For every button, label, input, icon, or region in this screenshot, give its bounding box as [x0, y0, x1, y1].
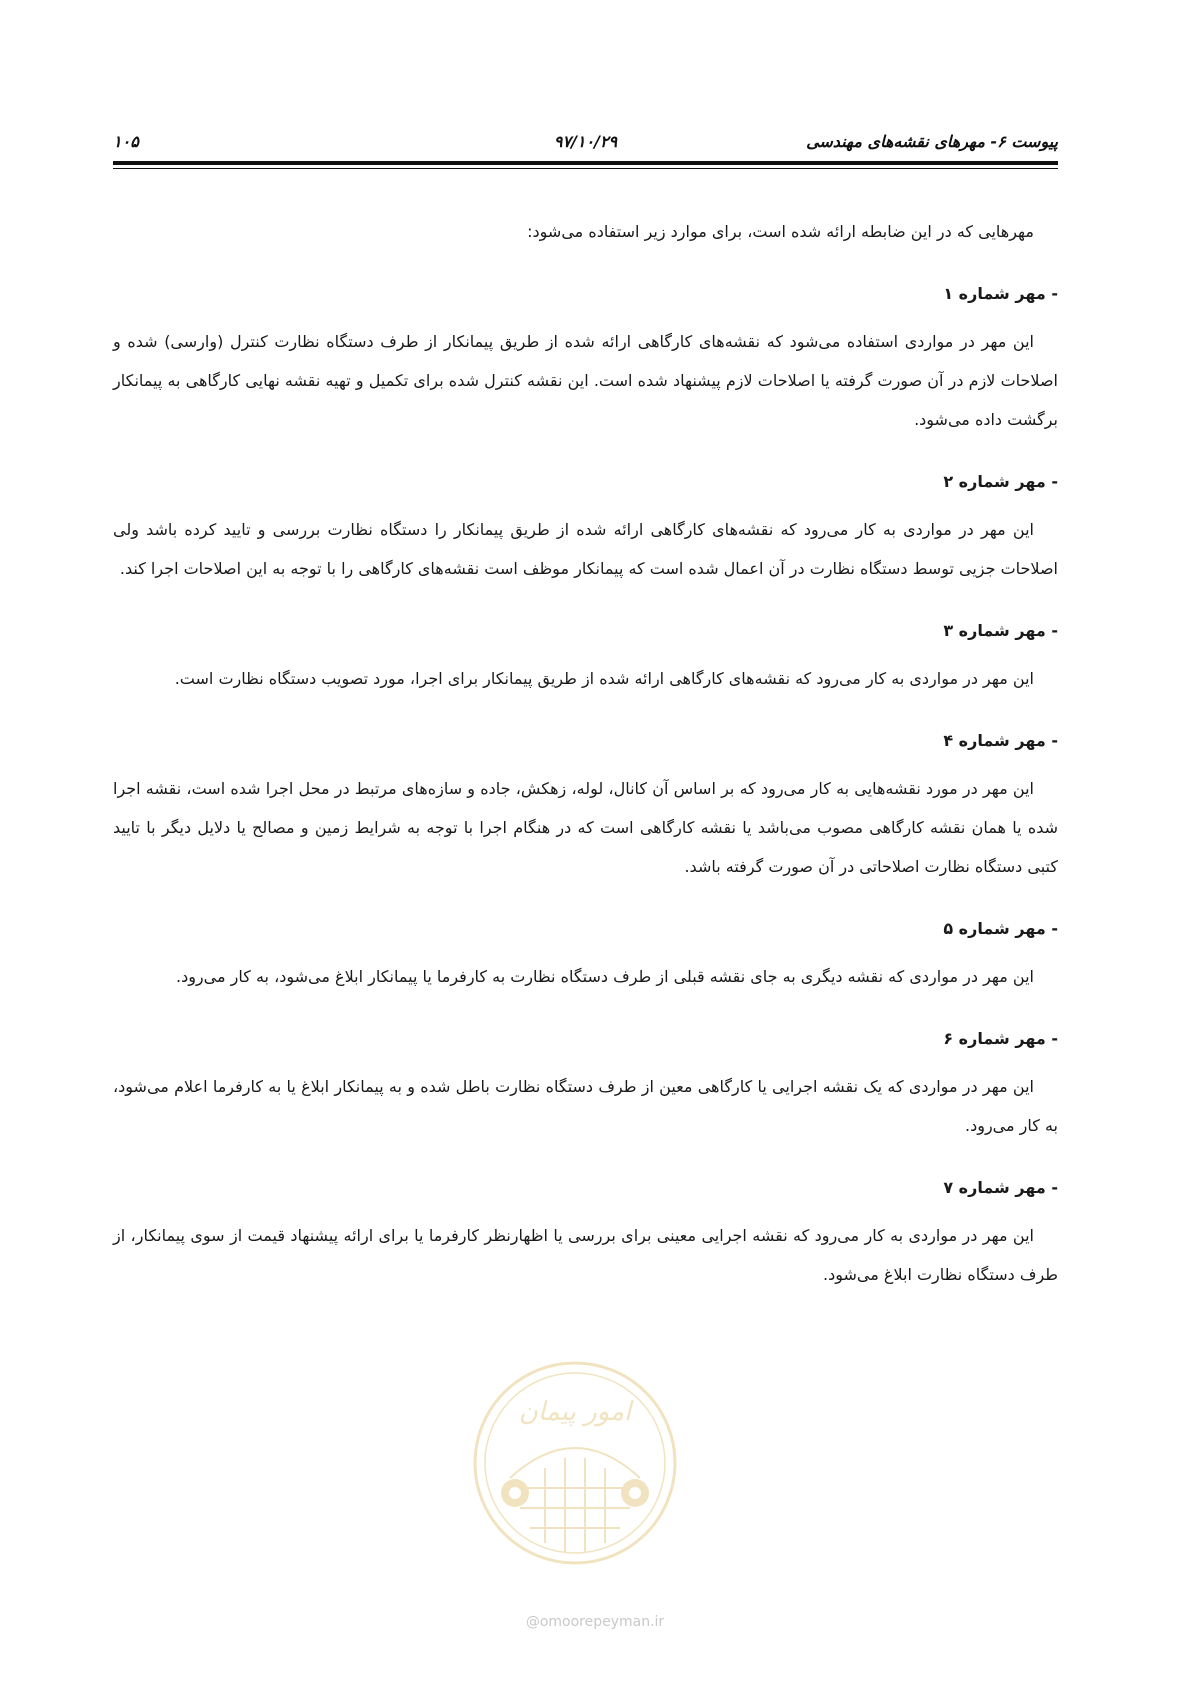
- header-title: پیوست ۶- مهرهای نقشه‌های مهندسی: [806, 132, 1058, 151]
- section-stamp-4: [113, 721, 1058, 886]
- watermark-seal-text: امور پیمان: [518, 1397, 632, 1427]
- section-stamp-6: [113, 1019, 1058, 1145]
- section-body: این مهر در مورد نقشه‌هایی به کار می‌رود که بر اساس آن کانال، لوله، زهکش، جاده و سازه‌های مرتبط در محل اجرا شده است، نقشه اجرا شده یا همان نقشه کارگاهی مصوب می‌باشد یا نقشه کارگاهی است که در هنگام اجرا با توجه به شرایط زمین و مصالح یا دلایل دیگر با تایید کتبی دستگاه نظارت اصلاحاتی در آن صورت گرفته باشد.: [113, 779, 1058, 876]
- section-title: - مهر شماره ۷: [943, 1178, 1058, 1197]
- section-stamp-3: [113, 611, 1058, 698]
- section-body: این مهر در مواردی که یک نقشه اجرایی یا کارگاهی معین از طرف دستگاه نظارت باطل شده و به پیمانکار ابلاغ یا به کارفرما اعلام می‌شود، به کار می‌رود.: [113, 1077, 1058, 1135]
- section-title: - مهر شماره ۳: [943, 621, 1058, 640]
- page-header: [113, 128, 1058, 158]
- section-title: - مهر شماره ۵: [943, 919, 1058, 938]
- intro-paragraph: مهرهایی که در این ضابطه ارائه شده است، برای موارد زیر استفاده می‌شود:: [527, 222, 1034, 241]
- watermark-seal-icon: [470, 1358, 680, 1568]
- section-stamp-7: [113, 1168, 1058, 1294]
- document-body: [113, 212, 1058, 1317]
- header-date: ۹۷/۱۰/۲۹: [553, 132, 618, 151]
- watermark-site: @omoorepeyman.ir: [525, 1614, 665, 1630]
- section-title: - مهر شماره ۴: [943, 731, 1058, 750]
- section-stamp-1: [113, 274, 1058, 439]
- section-body: این مهر در مواردی که نقشه دیگری به جای نقشه قبلی از طرف دستگاه نظارت به کارفرما یا پیمانکار ابلاغ می‌شود، به کار می‌رود.: [175, 967, 1034, 986]
- section-title: - مهر شماره ۱: [943, 284, 1058, 303]
- page-number: ۱۰۵: [113, 132, 139, 151]
- section-stamp-2: [113, 462, 1058, 588]
- header-rule-thin: [113, 168, 1058, 169]
- section-body: این مهر در مواردی به کار می‌رود که نقشه اجرایی معینی برای بررسی یا اظهارنظر کارفرما یا برای ارائه پیشنهاد قیمت از سوی پیمانکار، از طرف دستگاه نظارت ابلاغ می‌شود.: [113, 1226, 1058, 1284]
- header-rule-thick: [113, 161, 1058, 165]
- section-body: این مهر در مواردی استفاده می‌شود که نقشه‌های کارگاهی ارائه شده از طریق پیمانکار از طرف دستگاه نظارت کنترل (وارسی) شده و اصلاحات لازم در آن صورت گرفته یا اصلاحات لازم پیشنهاد شده است. این نقشه کنترل شده برای تکمیل و تهیه نقشه نهایی کارگاهی به پیمانکار برگشت داده می‌شود.: [113, 332, 1058, 429]
- section-stamp-5: [113, 909, 1058, 996]
- section-body: این مهر در مواردی به کار می‌رود که نقشه‌های کارگاهی ارائه شده از طریق پیمانکار را دستگاه نظارت بررسی و تایید کرده باشد ولی اصلاحات جزیی توسط دستگاه نظارت در آن اعمال شده است که پیمانکار موظف است نقشه‌های کارگاهی را با توجه به این اصلاحات اجرا کند.: [113, 520, 1058, 578]
- section-body: این مهر در مواردی به کار می‌رود که نقشه‌های کارگاهی ارائه شده از طریق پیمانکار برای اجرا، مورد تصویب دستگاه نظارت است.: [174, 669, 1034, 688]
- section-title: - مهر شماره ۲: [943, 472, 1058, 491]
- section-title: - مهر شماره ۶: [943, 1029, 1058, 1048]
